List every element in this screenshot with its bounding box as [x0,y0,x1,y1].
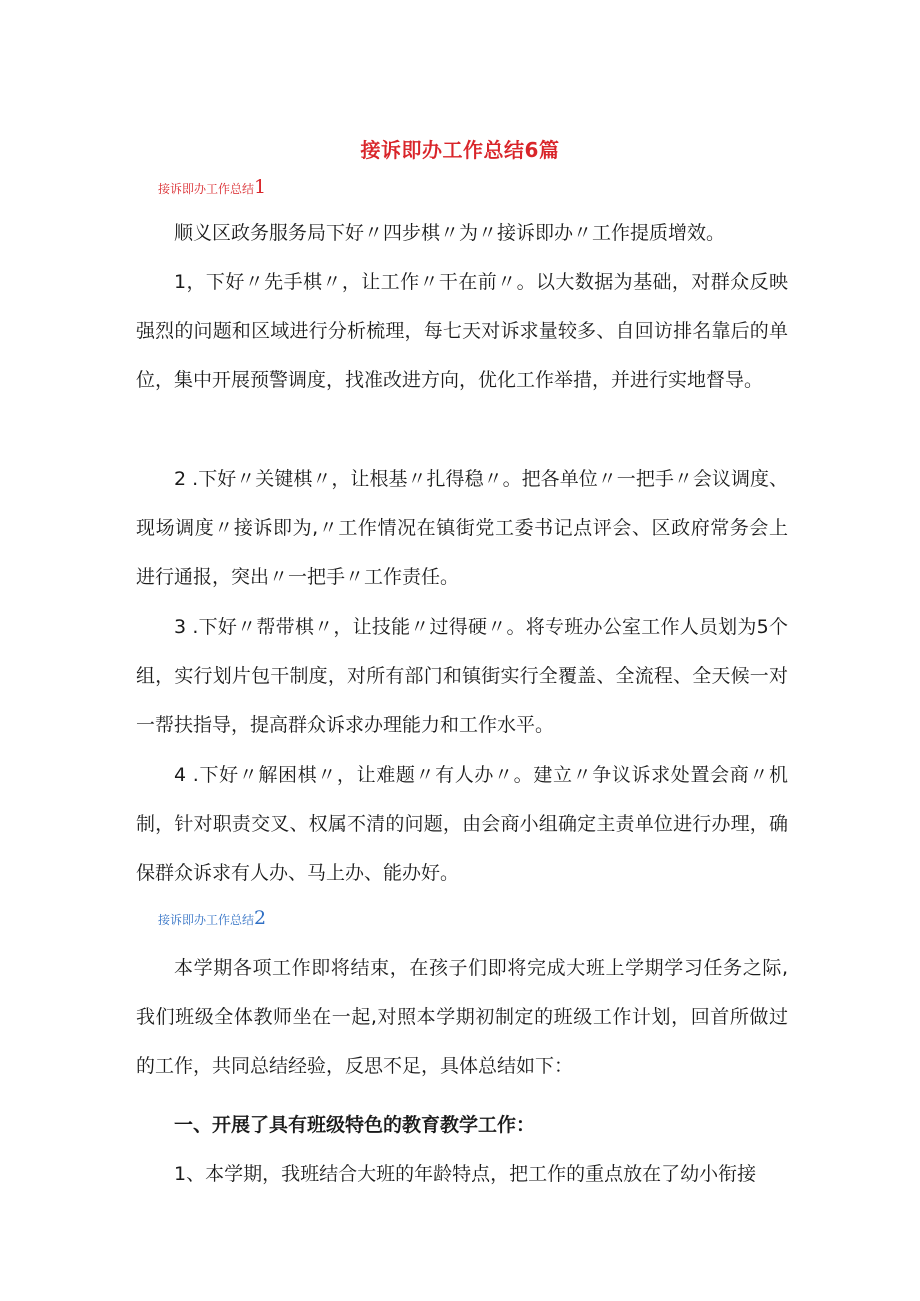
paragraph-step-1: 1，下好〃先手棋〃，让工作〃干在前〃。以大数据为基础，对群众反映强烈的问题和区域进行分析梳理，每七天对诉求量较多、自回访排名靠后的单位，集中开展预警调度，找准改进方向，优化工作举措，并进行实地督导。 [136,271,788,391]
paragraph-semester-summary: 本学期各项工作即将结束，在孩子们即将完成大班上学期学习任务之际,我们班级全体教师坐在一起,对照本学期初制定的班级工作计划，回首所做过的工作，共同总结经验，反思不足，具体总结如下： [136,957,788,1077]
section-1-label-text: 接诉即办工作总结 [158,182,255,196]
section-heading-1: 一、开展了具有班级特色的教育教学工作： [174,1114,536,1136]
paragraph-item-1: 1、本学期，我班结合大班的年龄特点，把工作的重点放在了幼小衔接 [174,1163,757,1185]
section-1-label [158,177,266,199]
section-1-number: 1 [254,176,267,198]
section-2-label-text: 接诉即办工作总结 [158,913,255,927]
paragraph-step-4: 4 .下好〃解困棋〃，让难题〃有人办〃。建立〃争议诉求处置会商〃机制，针对职责交叉、权属不清的问题，由会商小组确定主责单位进行办理，确保群众诉求有人办、马上办、能办好。 [136,764,788,884]
section-2-label [158,908,266,930]
document-title: 接诉即办工作总结6篇 [360,138,560,162]
paragraph-step-3: 3 .下好〃帮带棋〃，让技能〃过得硬〃。将专班办公室工作人员划为5个组，实行划片包干制度，对所有部门和镇街实行全覆盖、全流程、全天候一对一帮扶指导，提高群众诉求办理能力和工作水平。 [136,616,788,736]
paragraph-step-2: 2 .下好〃关键棋〃，让根基〃扎得稳〃。把各单位〃一把手〃会议调度、现场调度〃接诉即为,〃工作情况在镇街党工委书记点评会、区政府常务会上进行通报，突出〃一把手〃工作责任。 [136,468,788,588]
section-2-number: 2 [254,907,267,929]
paragraph-intro: 顺义区政务服务局下好〃四步棋〃为〃接诉即办〃工作提质增效。 [174,222,726,244]
